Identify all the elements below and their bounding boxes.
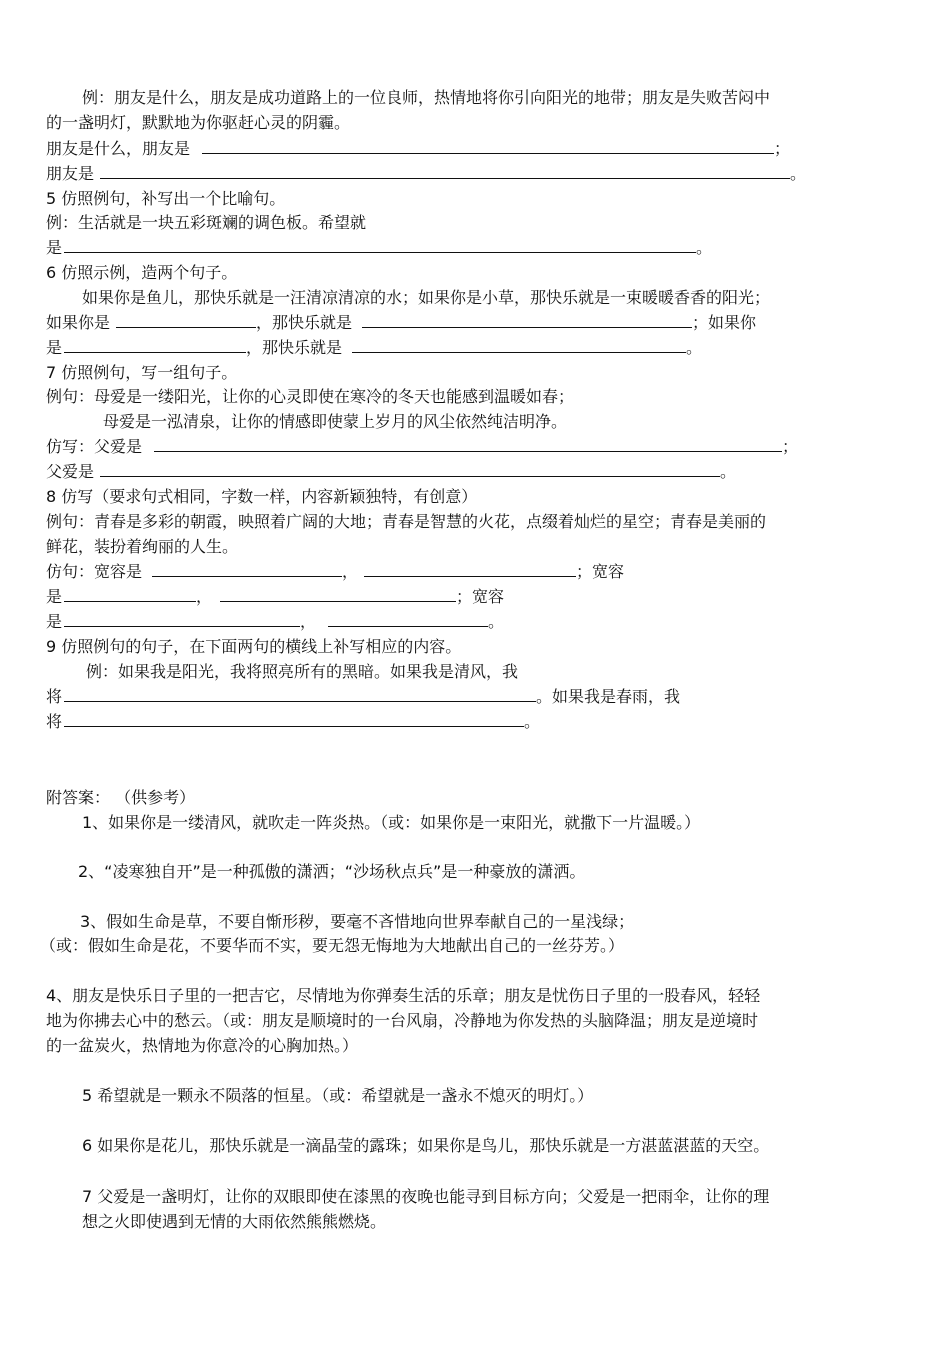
q8-l1-a: 仿句：宽容是 — [46, 562, 143, 581]
q6-answer-line-1 — [46, 313, 756, 333]
q4-line2-suffix: 。 — [790, 164, 807, 183]
q9-l2-a: 将 — [46, 712, 63, 731]
q9-l1-a: 将 — [46, 687, 63, 706]
answer-5: 5 希望就是一颗永不陨落的恒星。（或：希望就是一盏永不熄灭的明灯。） — [82, 1086, 594, 1105]
q6-blank-4[interactable] — [352, 338, 686, 353]
answer-7-line-1: 7 父爱是一盏明灯，让你的双眼即使在漆黑的夜晚也能寻到目标方向；父爱是一把雨伞，让你的理 — [82, 1187, 770, 1206]
answer-3-line-2: （或：假如生命是花，不要华而不实，要无怨无悔地为大地献出自己的一丝芬芳。） — [40, 936, 625, 955]
q9-blank-2[interactable] — [64, 712, 524, 727]
q6-example: 如果你是鱼儿，那快乐就是一汪清凉清凉的水；如果你是小草，那快乐就是一束暖暖香香的阳光； — [82, 288, 771, 307]
q4-answer-line-2 — [46, 164, 806, 184]
q9-blank-1[interactable] — [64, 687, 536, 702]
q9-example: 例：如果我是阳光，我将照亮所有的黑暗。如果我是清风，我 — [86, 662, 519, 681]
answer-1: 1、如果你是一缕清风，就吹走一阵炎热。（或：如果你是一束阳光，就撒下一片温暖。） — [82, 813, 701, 832]
q8-answer-line-3 — [46, 612, 504, 632]
q4-line1-prefix: 朋友是什么，朋友是 — [46, 139, 191, 158]
q6-l1-b: ，那快乐就是 — [256, 313, 353, 332]
q8-blank-5[interactable] — [64, 612, 300, 627]
q9-l1-b: 。如果我是春雨，我 — [536, 687, 681, 706]
answer-2: 2、“凌寒独自开”是一种孤傲的潇洒；“沙场秋点兵”是一种豪放的潇洒。 — [78, 862, 586, 881]
q9-answer-line-1 — [46, 687, 680, 707]
q7-blank-2[interactable] — [100, 462, 720, 477]
q8-l2-a: 是 — [46, 587, 63, 606]
q6-l2-b: ，那快乐就是 — [246, 338, 343, 357]
q8-title: 8 仿写（要求句式相同，字数一样，内容新颖独特，有创意） — [46, 487, 478, 506]
q6-title: 6 仿照示例，造两个句子。 — [46, 263, 238, 282]
q8-l3-a: 是 — [46, 612, 63, 631]
q5-title: 5 仿照例句，补写出一个比喻句。 — [46, 189, 286, 208]
q9-title: 9 仿照例句的句子，在下面两句的横线上补写相应的内容。 — [46, 637, 462, 656]
q8-blank-3[interactable] — [64, 587, 196, 602]
answers-heading: 附答案： （供参考） — [46, 788, 196, 807]
q6-blank-1[interactable] — [116, 313, 256, 328]
q7-answer-line-1 — [46, 437, 798, 457]
answer-6: 6 如果你是花儿，那快乐就是一滴晶莹的露珠；如果你是鸟儿，那快乐就是一方湛蓝湛蓝的天空。 — [82, 1136, 770, 1155]
q4-blank-2[interactable] — [100, 164, 790, 179]
q8-l2-c: ；宽容 — [456, 587, 505, 606]
q6-blank-3[interactable] — [64, 338, 246, 353]
q8-blank-4[interactable] — [220, 587, 456, 602]
q4-example-line-1: 例：朋友是什么，朋友是成功道路上的一位良师，热情地将你引向阳光的地带；朋友是失败苦闷中 — [82, 88, 771, 107]
q7-blank-1[interactable] — [154, 437, 782, 452]
q4-line2-prefix: 朋友是 — [46, 164, 95, 183]
q6-l1-a: 如果你是 — [46, 313, 111, 332]
q6-l2-a: 是 — [46, 338, 63, 357]
q7-example-line-1: 例句：母爱是一缕阳光，让你的心灵即使在寒冷的冬天也能感到温暖如春； — [46, 387, 575, 406]
q7-answer-line-2 — [46, 462, 736, 482]
answer-4-line-1: 4、朋友是快乐日子里的一把吉它，尽情地为你弹奏生活的乐章；朋友是忧伤日子里的一股春风，轻轻 — [46, 986, 761, 1005]
q6-l2-c: 。 — [686, 338, 703, 357]
answer-7-line-2: 想之火即使遇到无情的大雨依然熊熊燃烧。 — [82, 1212, 387, 1231]
q7-line2-suffix: 。 — [720, 462, 737, 481]
q5-example: 例：生活就是一块五彩斑斓的调色板。希望就 — [46, 213, 367, 232]
q8-l1-b: ， — [342, 562, 359, 581]
q7-title: 7 仿照例句，写一组句子。 — [46, 363, 238, 382]
q5-answer-line — [46, 238, 712, 258]
answer-3-line-1: 3、假如生命是草，不要自惭形秽，要毫不吝惜地向世界奉献自己的一星浅绿； — [80, 912, 635, 931]
q9-answer-line-2 — [46, 712, 540, 732]
q4-blank-1[interactable] — [202, 139, 774, 154]
q8-example-line-2: 鲜花，装扮着绚丽的人生。 — [46, 537, 239, 556]
q4-line1-suffix: ； — [774, 139, 791, 158]
q8-l1-c: ；宽容 — [576, 562, 625, 581]
q7-example-line-2: 母爱是一泓清泉，让你的情感即使蒙上岁月的风尘依然纯洁明净。 — [103, 412, 568, 431]
q7-line2-prefix: 父爱是 — [46, 462, 95, 481]
q8-blank-2[interactable] — [364, 562, 576, 577]
q6-blank-2[interactable] — [362, 313, 692, 328]
answer-4-line-3: 的一盆炭火，热情地为你意冷的心胸加热。） — [46, 1036, 359, 1055]
q5-line-suffix: 。 — [696, 238, 713, 257]
q8-answer-line-2 — [46, 587, 504, 607]
q8-l2-b: ， — [196, 587, 213, 606]
q4-answer-line-1 — [46, 139, 790, 159]
q8-blank-6[interactable] — [328, 612, 488, 627]
q6-l1-c: ；如果你 — [692, 313, 757, 332]
q7-line1-prefix: 仿写：父爱是 — [46, 437, 143, 456]
q6-answer-line-2 — [46, 338, 702, 358]
q8-l3-b: ， — [300, 612, 317, 631]
q7-line1-suffix: ； — [782, 437, 799, 456]
answer-4-line-2: 地为你拂去心中的愁云。（或：朋友是顺境时的一台风扇，冷静地为你发热的头脑降温；朋友是逆境时 — [46, 1011, 759, 1030]
q8-l3-c: 。 — [488, 612, 505, 631]
q9-l2-b: 。 — [524, 712, 541, 731]
q5-line-prefix: 是 — [46, 238, 63, 257]
q8-example-line-1: 例句：青春是多彩的朝霞，映照着广阔的大地；青春是智慧的火花，点缀着灿烂的星空；青春是美丽的 — [46, 512, 767, 531]
q8-answer-line-1 — [46, 562, 624, 582]
q8-blank-1[interactable] — [152, 562, 342, 577]
q5-blank[interactable] — [64, 238, 696, 253]
q4-example-line-2: 的一盏明灯，默默地为你驱赶心灵的阴霾。 — [46, 113, 351, 132]
